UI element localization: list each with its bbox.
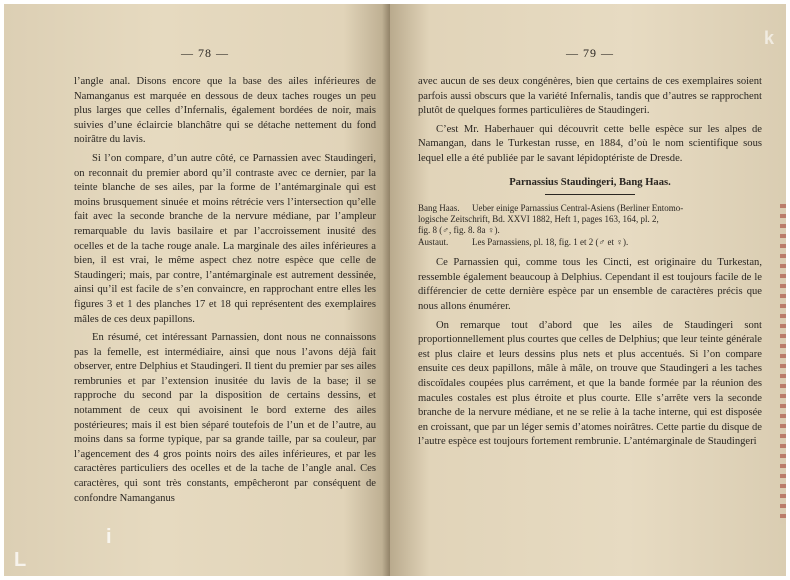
open-book	[4, 4, 786, 576]
references	[418, 203, 762, 249]
reference-1	[418, 203, 762, 214]
watermark-letter: L	[14, 549, 27, 571]
page-number-right: — 79 —	[566, 46, 614, 60]
left-paragraph-3: En résumé, cet intéressant Parnassien, dont nous ne connaissons pas la femelle, est intermédiaire, ainsi que nous l’avons déjà fait observer, entre Delphius et Staudingeri. Il tient du premier par ses ailes rembrunies et par l’extension inusitée du lavis de la base; il se rapproche du second par la disposition de certains dessins, et notamment de ceux qui avoisinent le bord externe des ailes postérieures; mais il est bien séparé toutefois de l’un et de l’autre, au moins dans sa forme typique, par sa grande taille, par sa couleur, par l’agencement des 4 gros points noirs des ailes inférieures, et par les caractères particuliers des ocelles et de la tache de l’angle anal. Ces caractères, qui sont très constants, empêcheront par conséquent de confondre Namanganus	[74, 332, 376, 504]
left-paragraph-2: Si l’on compare, d’un autre côté, ce Parnassien avec Staudingeri, on reconnait du premier abord qu’il contraste avec ce dernier, par la teinte blanche de ses ailes, par la forme de l’antémarginale qui est moins brusquement sinuée et moins rétrécie vers l’intersection qu’elle fait avec la seconde branche de la nervure médiane, par l’ampleur remarquable du lavis basilaire et par l’accroissement inusité des ocelles et de la tache rouge anale. La marginale des ailes inférieures a bien, il est vrai, le même aspect chez notre espèce que celle de Staudingeri; mais, par contre, l’antémarginale est autrement dessinée, ainsi qu’il est facile de s’en convaincre, en rapprochant entre elles les figures 3 et 1 des planches 17 et 18 qui représentent des exemplaires mâles de ces deux papillons.	[74, 152, 376, 325]
reference-2-author: Austaut.	[418, 236, 449, 247]
right-paragraph-2: C’est Mr. Haberhauer qui découvrit cette belle espèce sur les alpes de Namangan, dans le Turkestan russe, en 1884, d’où le nom scientifique sous lequel elle a été publiée par le savant lépidoptériste de Dresde.	[418, 123, 762, 164]
right-paragraph-1: avec aucun de ses deux congénères, bien que certains de ces exemplaires soient parfois aussi obscurs que la variété Infernalis, tandis que d’autres se rapprochent plutôt de quelques formes particulières de Staudingeri.	[418, 76, 762, 117]
section-title: Parnassius Staudingeri, Bang Haas.	[418, 177, 762, 195]
watermark-letter: k	[764, 28, 775, 48]
right-paragraph-3: Ce Parnassien qui, comme tous les Cincti, est originaire du Turkestan, ressemble également beaucoup à Delphius. Cependant il est toujours facile de le différencier de cette dernière espèce par un ensemble de caractères précis que nous allons énumérer.	[418, 257, 762, 312]
right-page	[390, 4, 786, 576]
reference-1-line3: fig. 8 (♂, fig. 8. 8a ♀).	[418, 225, 500, 236]
reference-2-line1: Les Parnassiens, pl. 18, fig. 1 et 2 (♂ et ♀).	[472, 236, 629, 247]
left-paragraph-1: l’angle anal. Disons encore que la base des ailes inférieures de Namanganus est marquée en dessous de deux taches rouges un peu plus larges que celles d’Infernalis, également bordées de noir, mais suivies d’une éclaircie blanchâtre qui se détache nettement du fond noirâtre du lavis.	[74, 76, 376, 146]
reference-1-line1: Ueber einige Parnassius Central-Asiens (Berliner Entomo-	[472, 202, 684, 213]
reference-2	[418, 237, 762, 248]
page-edge-marks	[780, 204, 786, 524]
right-paragraph-4: On remarque tout d’abord que les ailes de Staudingeri sont proportionnellement plus courtes que celles de Delphius; que leur teinte générale est plus claire et leurs dessins plus nets et plus accentués. Si l’on compare ensuite ces deux papillons, mâle à mâle, on trouve que Staudingeri a les taches discoïdales coupées plus carrément, et que la bande formée par la réunion des macules costales est plus étroite et plus courte. Elle s’arrête vers la seconde branche de la nervure médiane, et ne se relie à la tache interne, qui est disposée en croissant, que par un léger semis d’atomes noirâtres. Cette partie du disque de l’autre espèce est toujours fortement rembrunie. L’antémarginale de Staudingeri	[418, 319, 762, 448]
left-page	[4, 4, 390, 576]
reference-1-author: Bang Haas.	[418, 202, 460, 213]
watermark-letter: i	[106, 526, 112, 548]
reference-1-line2: logische Zeitschrift, Bd. XXVI 1882, Heft 1, pages 163, 164, pl. 2,	[418, 213, 659, 224]
page-number-left: — 78 —	[181, 46, 229, 60]
